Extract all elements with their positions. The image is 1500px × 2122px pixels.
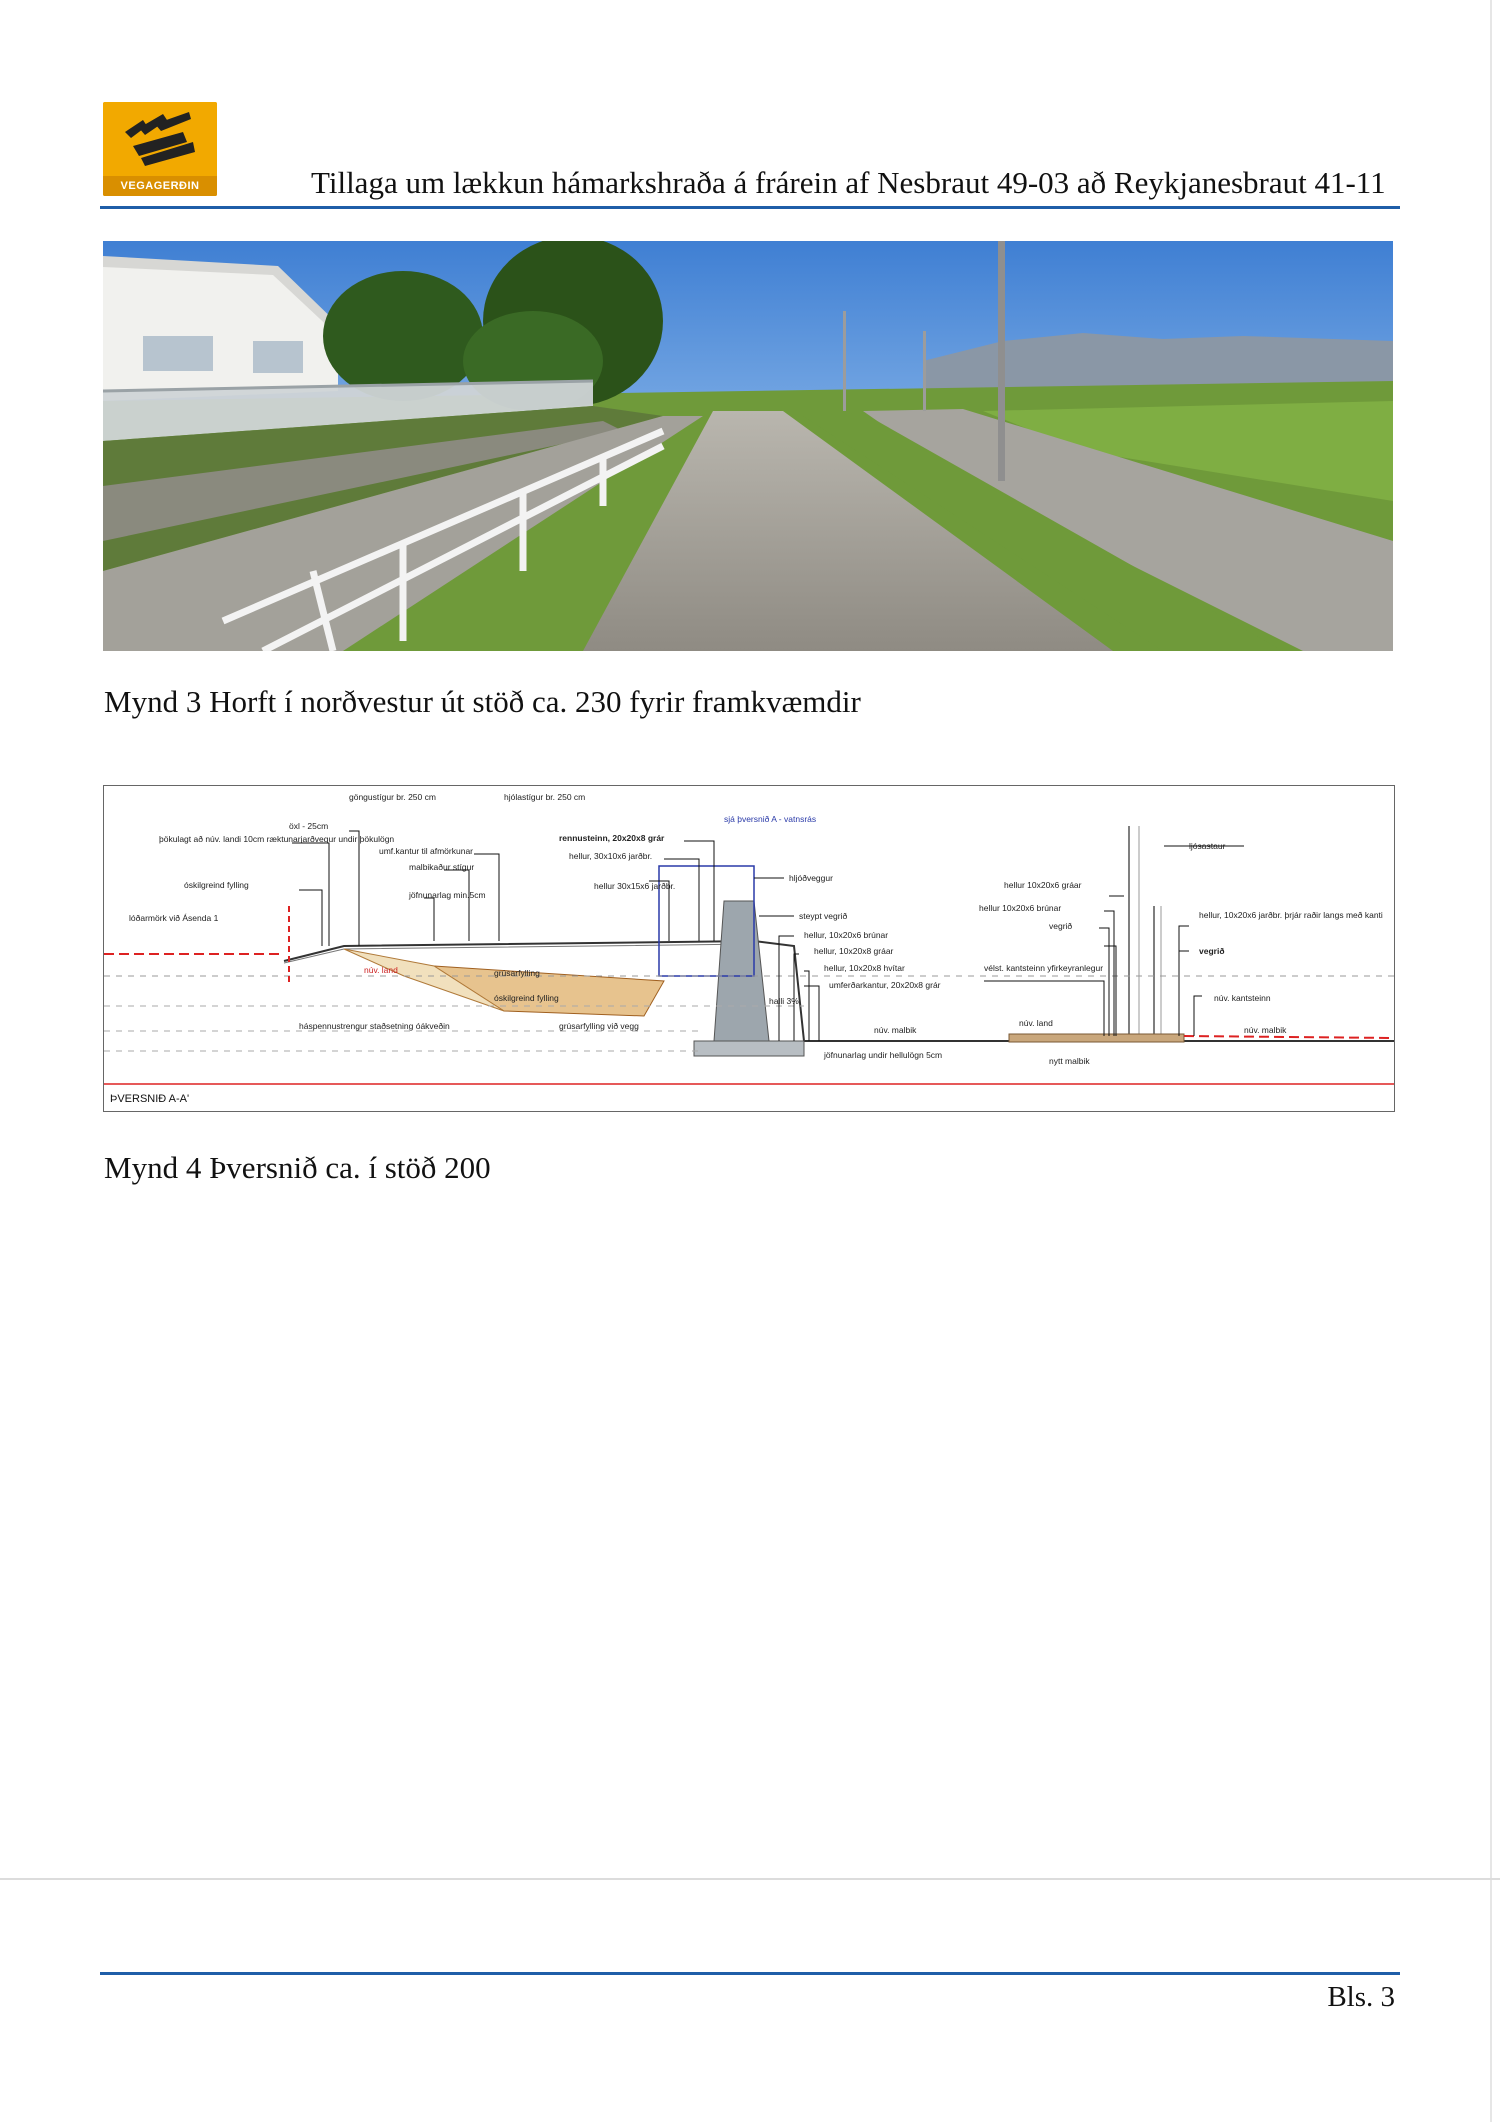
label-asphalt-path: malbikaður stígur: [409, 862, 475, 872]
page-number: Bls. 3: [1327, 1981, 1395, 2013]
road-photo: [103, 241, 1393, 651]
label-edge-stones: umf.kantur til afmörkunar: [379, 846, 474, 856]
label-current-asphalt-right: núv. malbik: [1244, 1025, 1287, 1035]
label-noise-wall: hljóðveggur: [789, 873, 833, 883]
label-mach-kerb: vélst. kantsteinn yfirkeyranlegur: [984, 963, 1104, 973]
label-gravel-fill: grúsarfylling: [494, 968, 540, 978]
label-cast-rail: steypt vegrið: [799, 911, 848, 921]
label-road-rail2: vegrið: [1199, 946, 1225, 956]
label-walkway: göngustígur br. 250 cm: [349, 792, 436, 802]
label-slabs-grey: hellur, 10x20x8 gráar: [814, 946, 894, 956]
label-slabs-white: hellur, 10x20x8 hvítar: [824, 963, 905, 973]
label-plot-boundary: lóðarmörk við Ásenda 1: [129, 913, 219, 923]
label-lighting-post: ljósastaur: [1189, 841, 1226, 851]
footer-rule: [100, 1972, 1400, 1975]
section-title: ÞVERSNIÐ A-A': [110, 1093, 190, 1105]
label-slabs-grey-right: hellur 10x20x6 gráar: [1004, 880, 1082, 890]
label-gravel-fill-wall: grúsarfylling við vegg: [559, 1021, 639, 1031]
label-slabs-rows: hellur, 10x20x6 jarðbr. þrjár raðir langs með kanti: [1199, 910, 1383, 920]
label-unsuitable-fill2: óskilgreind fylling: [494, 993, 559, 1003]
label-current-asphalt: núv. malbik: [874, 1025, 917, 1035]
figure3-caption: Mynd 3 Horft í norðvestur út stöð ca. 230 fyrir framkvæmdir: [104, 684, 861, 719]
label-slabs-30: hellur, 30x10x6 jarðbr.: [569, 851, 653, 861]
label-current-land-left: núv. land: [364, 965, 398, 975]
label-slabs-brown: hellur, 10x20x6 brúnar: [804, 930, 889, 940]
label-traffic-edge: umferðarkantur, 20x20x8 grár: [829, 980, 941, 990]
label-see-section: sjá þversnið A - vatnsrás: [724, 814, 817, 824]
label-current-kerb: núv. kantsteinn: [1214, 993, 1271, 1003]
vegagerdin-logo: [103, 102, 217, 196]
label-road-rail: vegrið: [1049, 921, 1073, 931]
cross-section-drawing: [103, 785, 1395, 1112]
logo-text: VEGAGERÐIN: [120, 180, 200, 192]
header-rule: [100, 206, 1400, 209]
label-slabs-brown-right: hellur 10x20x6 brúnar: [979, 903, 1062, 913]
label-peat-fill: þökulagt að núv. landi 10cm ræktunarjarðvegur undir þökulögn: [159, 834, 395, 844]
figure4-caption: Mynd 4 Þversnið ca. í stöð 200: [104, 1150, 491, 1185]
label-axis: öxl - 25cm: [289, 821, 329, 831]
label-new-asphalt: nytt malbik: [1049, 1056, 1090, 1066]
page-fold-line: [0, 1878, 1500, 1880]
header-title: Tillaga um lækkun hámarkshraða á frárein af Nesbraut 49-03 að Reykjanesbraut 41-11: [311, 165, 1386, 200]
page-edge: [1490, 0, 1492, 2122]
label-slope: halli 3%: [769, 996, 799, 1006]
label-gutter-stone: rennusteinn, 20x20x8 grár: [559, 833, 665, 843]
label-hv-cable: háspennustrengur staðsetning óákveðin: [299, 1021, 450, 1031]
label-slabs-30-15: hellur 30x15x6 jarðbr.: [594, 881, 676, 891]
label-levelling: jöfnunarlag min.5cm: [409, 890, 486, 900]
label-unsuitable-fill: óskilgreind fylling: [184, 880, 249, 890]
label-bikepath: hjólastígur br. 250 cm: [504, 792, 586, 802]
label-current-land: núv. land: [1019, 1018, 1053, 1028]
label-levelling-under: jöfnunarlag undir hellulögn 5cm: [824, 1050, 943, 1060]
